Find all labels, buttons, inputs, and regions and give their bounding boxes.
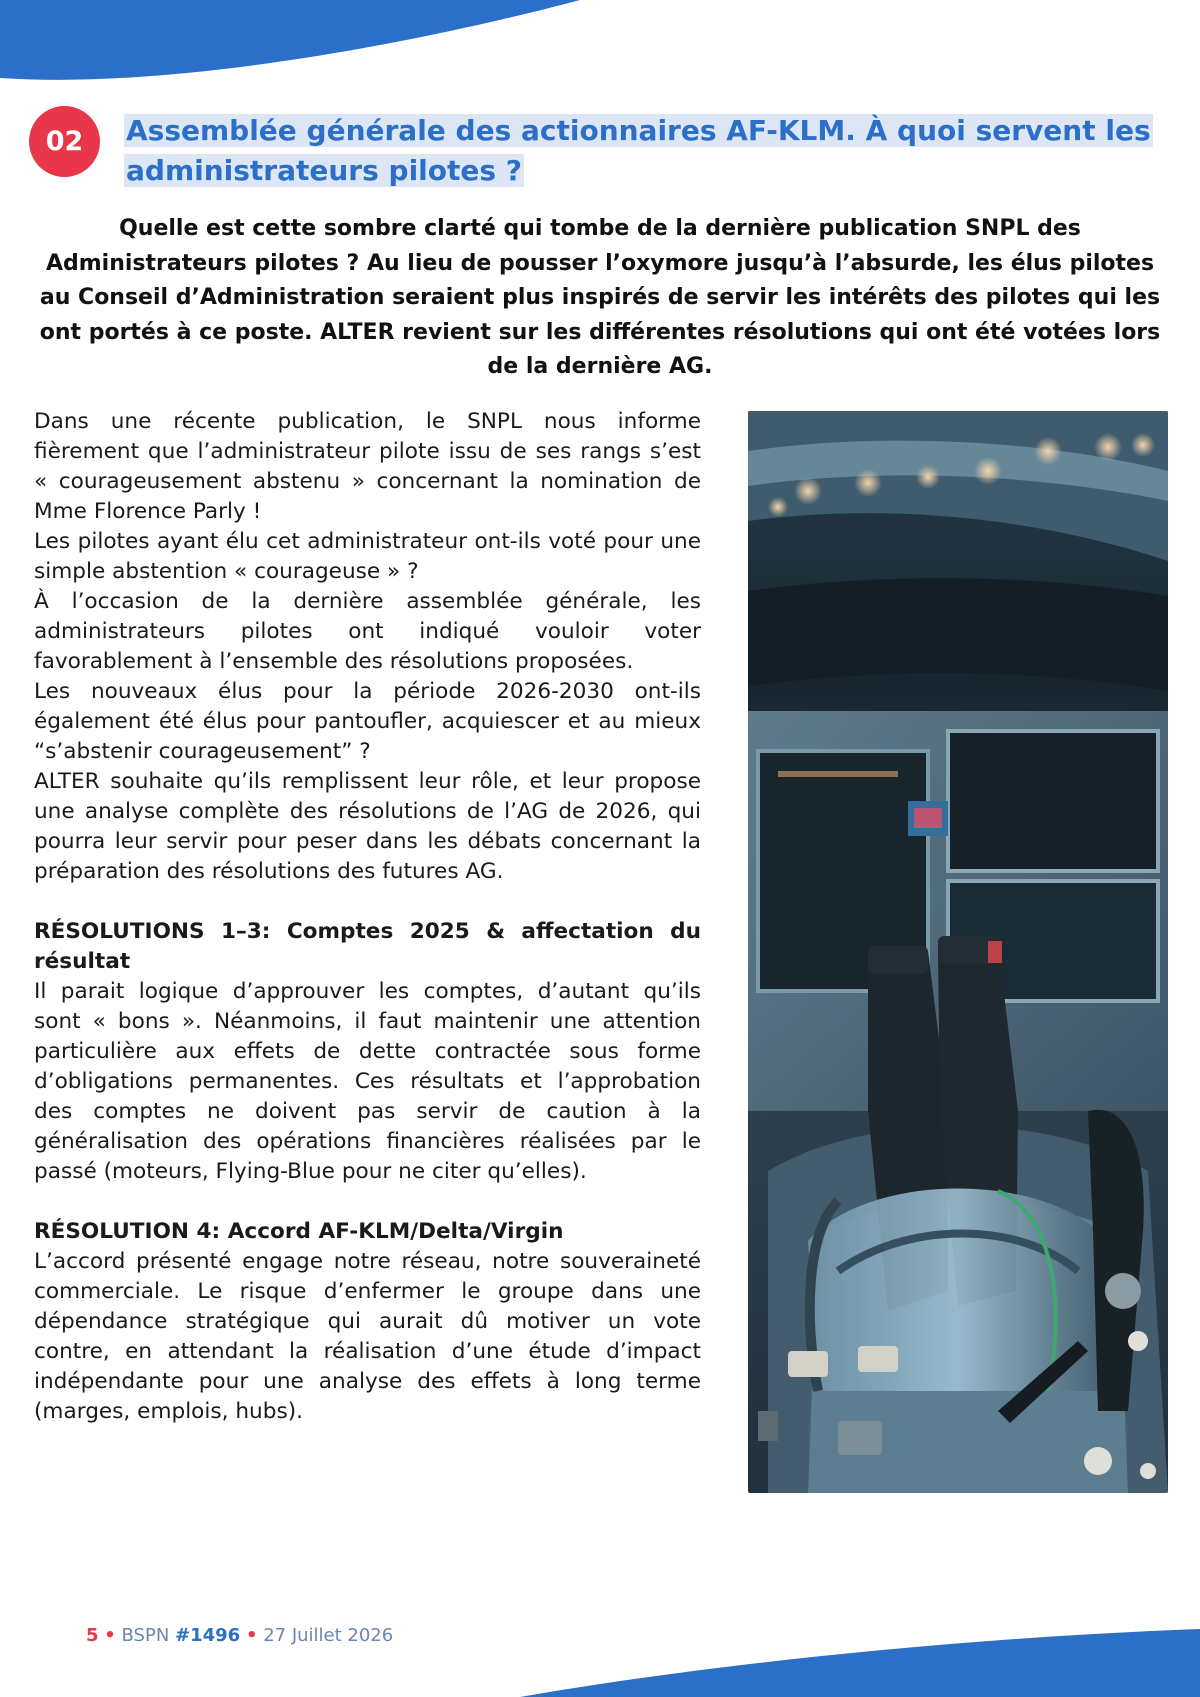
intro-paragraph: Dans une récente publication, le SNPL nous informe fièrement que l’administrateur pilote issu de ses rangs s’est « courageusement abstenu » concernant la nomination de Mme Florence Parly ! <box>34 409 701 524</box>
article-lead: Quelle est cette sombre clarté qui tombe de la dernière publication SNPL des Administrateurs pilotes ? Au lieu de pousser l’oxymore jusqu’à l’absurde, les élus pilotes au Conseil d’Administration seraient plus inspirés de servir les intérêts des pilotes qui les ont portés à ce poste. ALTER revient sur les différentes résolutions qui ont été votées lors de la dernière AG. <box>39 216 1161 379</box>
cockpit-throttle-photo <box>748 411 1168 1493</box>
section-text-resolutions-1-3: Il parait logique d’approuver les comptes, d’autant qu’ils sont « bons ». Néanmoins, il faut maintenir une attention particulière aux effets de dette contractée sous forme d’obligations permanentes. Ces résultats et l’approbation des comptes ne doivent pas servir de caution à la généralisation des opérations financières réalisées par le passé (moteurs, Flying-Blue pour ne citer qu’elles). <box>34 979 701 1184</box>
paragraph-spacer <box>34 887 701 917</box>
page-number: 5 <box>86 1625 99 1646</box>
footer-separator: • <box>104 1625 116 1646</box>
page-footer <box>86 1625 393 1646</box>
cockpit-illustration <box>748 411 1168 1493</box>
footer-separator: • <box>245 1625 258 1646</box>
section-text-resolution-4: L’accord présenté engage notre réseau, notre souveraineté commerciale. Le risque d’enfermer le groupe dans une dépendance stratégique qui aurait dû motiver un vote contre, en attendant la réalisation d’une étude d’impact indépendante pour une analyse des effets à long terme (marges, emplois, hubs). <box>34 1249 701 1424</box>
article-number-badge <box>29 106 100 177</box>
paragraph-spacer <box>34 1187 701 1217</box>
issue-number: #1496 <box>175 1625 241 1646</box>
intro-paragraph: Les pilotes ayant élu cet administrateur ont-ils voté pour une simple abstention « courageuse » ? <box>34 529 701 584</box>
publication-name: BSPN <box>121 1625 170 1646</box>
publication-date: 27 Juillet 2026 <box>263 1625 394 1646</box>
section-heading-resolution-4: RÉSOLUTION 4: Accord AF-KLM/Delta/Virgin <box>34 1219 564 1244</box>
article-title <box>124 111 1174 191</box>
section-heading-resolutions-1-3: RÉSOLUTIONS 1–3: Comptes 2025 & affectation du résultat <box>34 919 701 974</box>
intro-paragraph: ALTER souhaite qu’ils remplissent leur rôle, et leur propose une analyse complète des résolutions de l’AG de 2026, qui pourra leur servir pour peser dans les débats concernant la préparation des résolutions des futures AG. <box>34 769 701 884</box>
article-number: 02 <box>45 126 84 157</box>
header-wave-decoration <box>0 0 1200 90</box>
intro-paragraph: Les nouveaux élus pour la période 2026-2030 ont-ils également été élus pour pantoufler, acquiescer et au mieux “s’abstenir courageusement” ? <box>34 679 701 764</box>
article-title-text: Assemblée générale des actionnaires AF-KLM. À quoi servent les administrateurs pilotes ? <box>126 114 1151 187</box>
article-body <box>34 407 701 1427</box>
intro-paragraph: À l’occasion de la dernière assemblée générale, les administrateurs pilotes ont indiqué vouloir voter favorablement à l’ensemble des résolutions proposées. <box>34 589 701 674</box>
